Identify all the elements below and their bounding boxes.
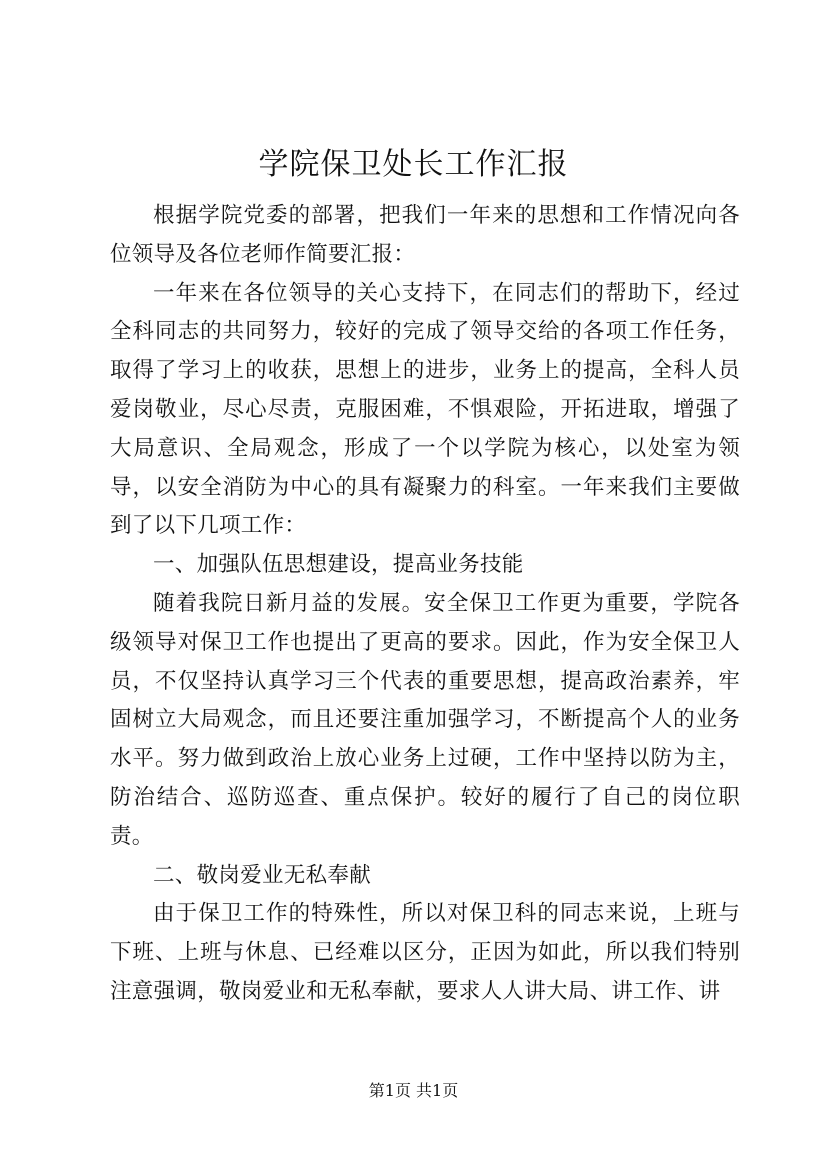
section-heading-1: 一、加强队伍思想建设，提高业务技能 (153, 552, 524, 578)
paragraph-summary: 一年来在各位领导的关心支持下，在同志们的帮助下，经过全科同志的共同努力，较好的完成了领导交给的各项工作任务，取得了学习上的收获，思想上的进步，业务上的提高，全科人员爱岗敬业，尽心尽责，克服困难，不惧艰险，开拓进取，增强了大局意识、全局观念，形成了一个以学院为核心，以处室为领导，以安全消防为中心的具有凝聚力的科室。一年来我们主要做到了以下几项工作： (110, 280, 740, 539)
paragraph-section-2: 由于保卫工作的特殊性，所以对保卫科的同志来说，上班与下班、上班与休息、已经难以区分，正因为如此，所以我们特别注意强调，敬岗爱业和无私奉献，要求人人讲大局、讲工作、讲 (110, 901, 740, 1004)
document-title: 学院保卫处长工作汇报 (258, 147, 569, 182)
paragraph-intro: 根据学院党委的部署，把我们一年来的思想和工作情况向各位领导及各位老师作简要汇报： (110, 203, 740, 267)
section-heading-2: 二、敬岗爱业无私奉献 (153, 862, 372, 888)
paragraph-section-1: 随着我院日新月益的发展。安全保卫工作更为重要，学院各级领导对保卫工作也提出了更高的要求。因此，作为安全保卫人员，不仅坚持认真学习三个代表的重要思想，提高政治素养，牢固树立大局观念，而且还要注重加强学习，不断提高个人的业务水平。努力做到政治上放心业务上过硬，工作中坚持以防为主，防治结合、巡防巡查、重点保护。较好的履行了自己的岗位职责。 (110, 590, 740, 849)
document-body (110, 197, 740, 1012)
page-footer: 第1页 共1页 (368, 1081, 459, 1100)
